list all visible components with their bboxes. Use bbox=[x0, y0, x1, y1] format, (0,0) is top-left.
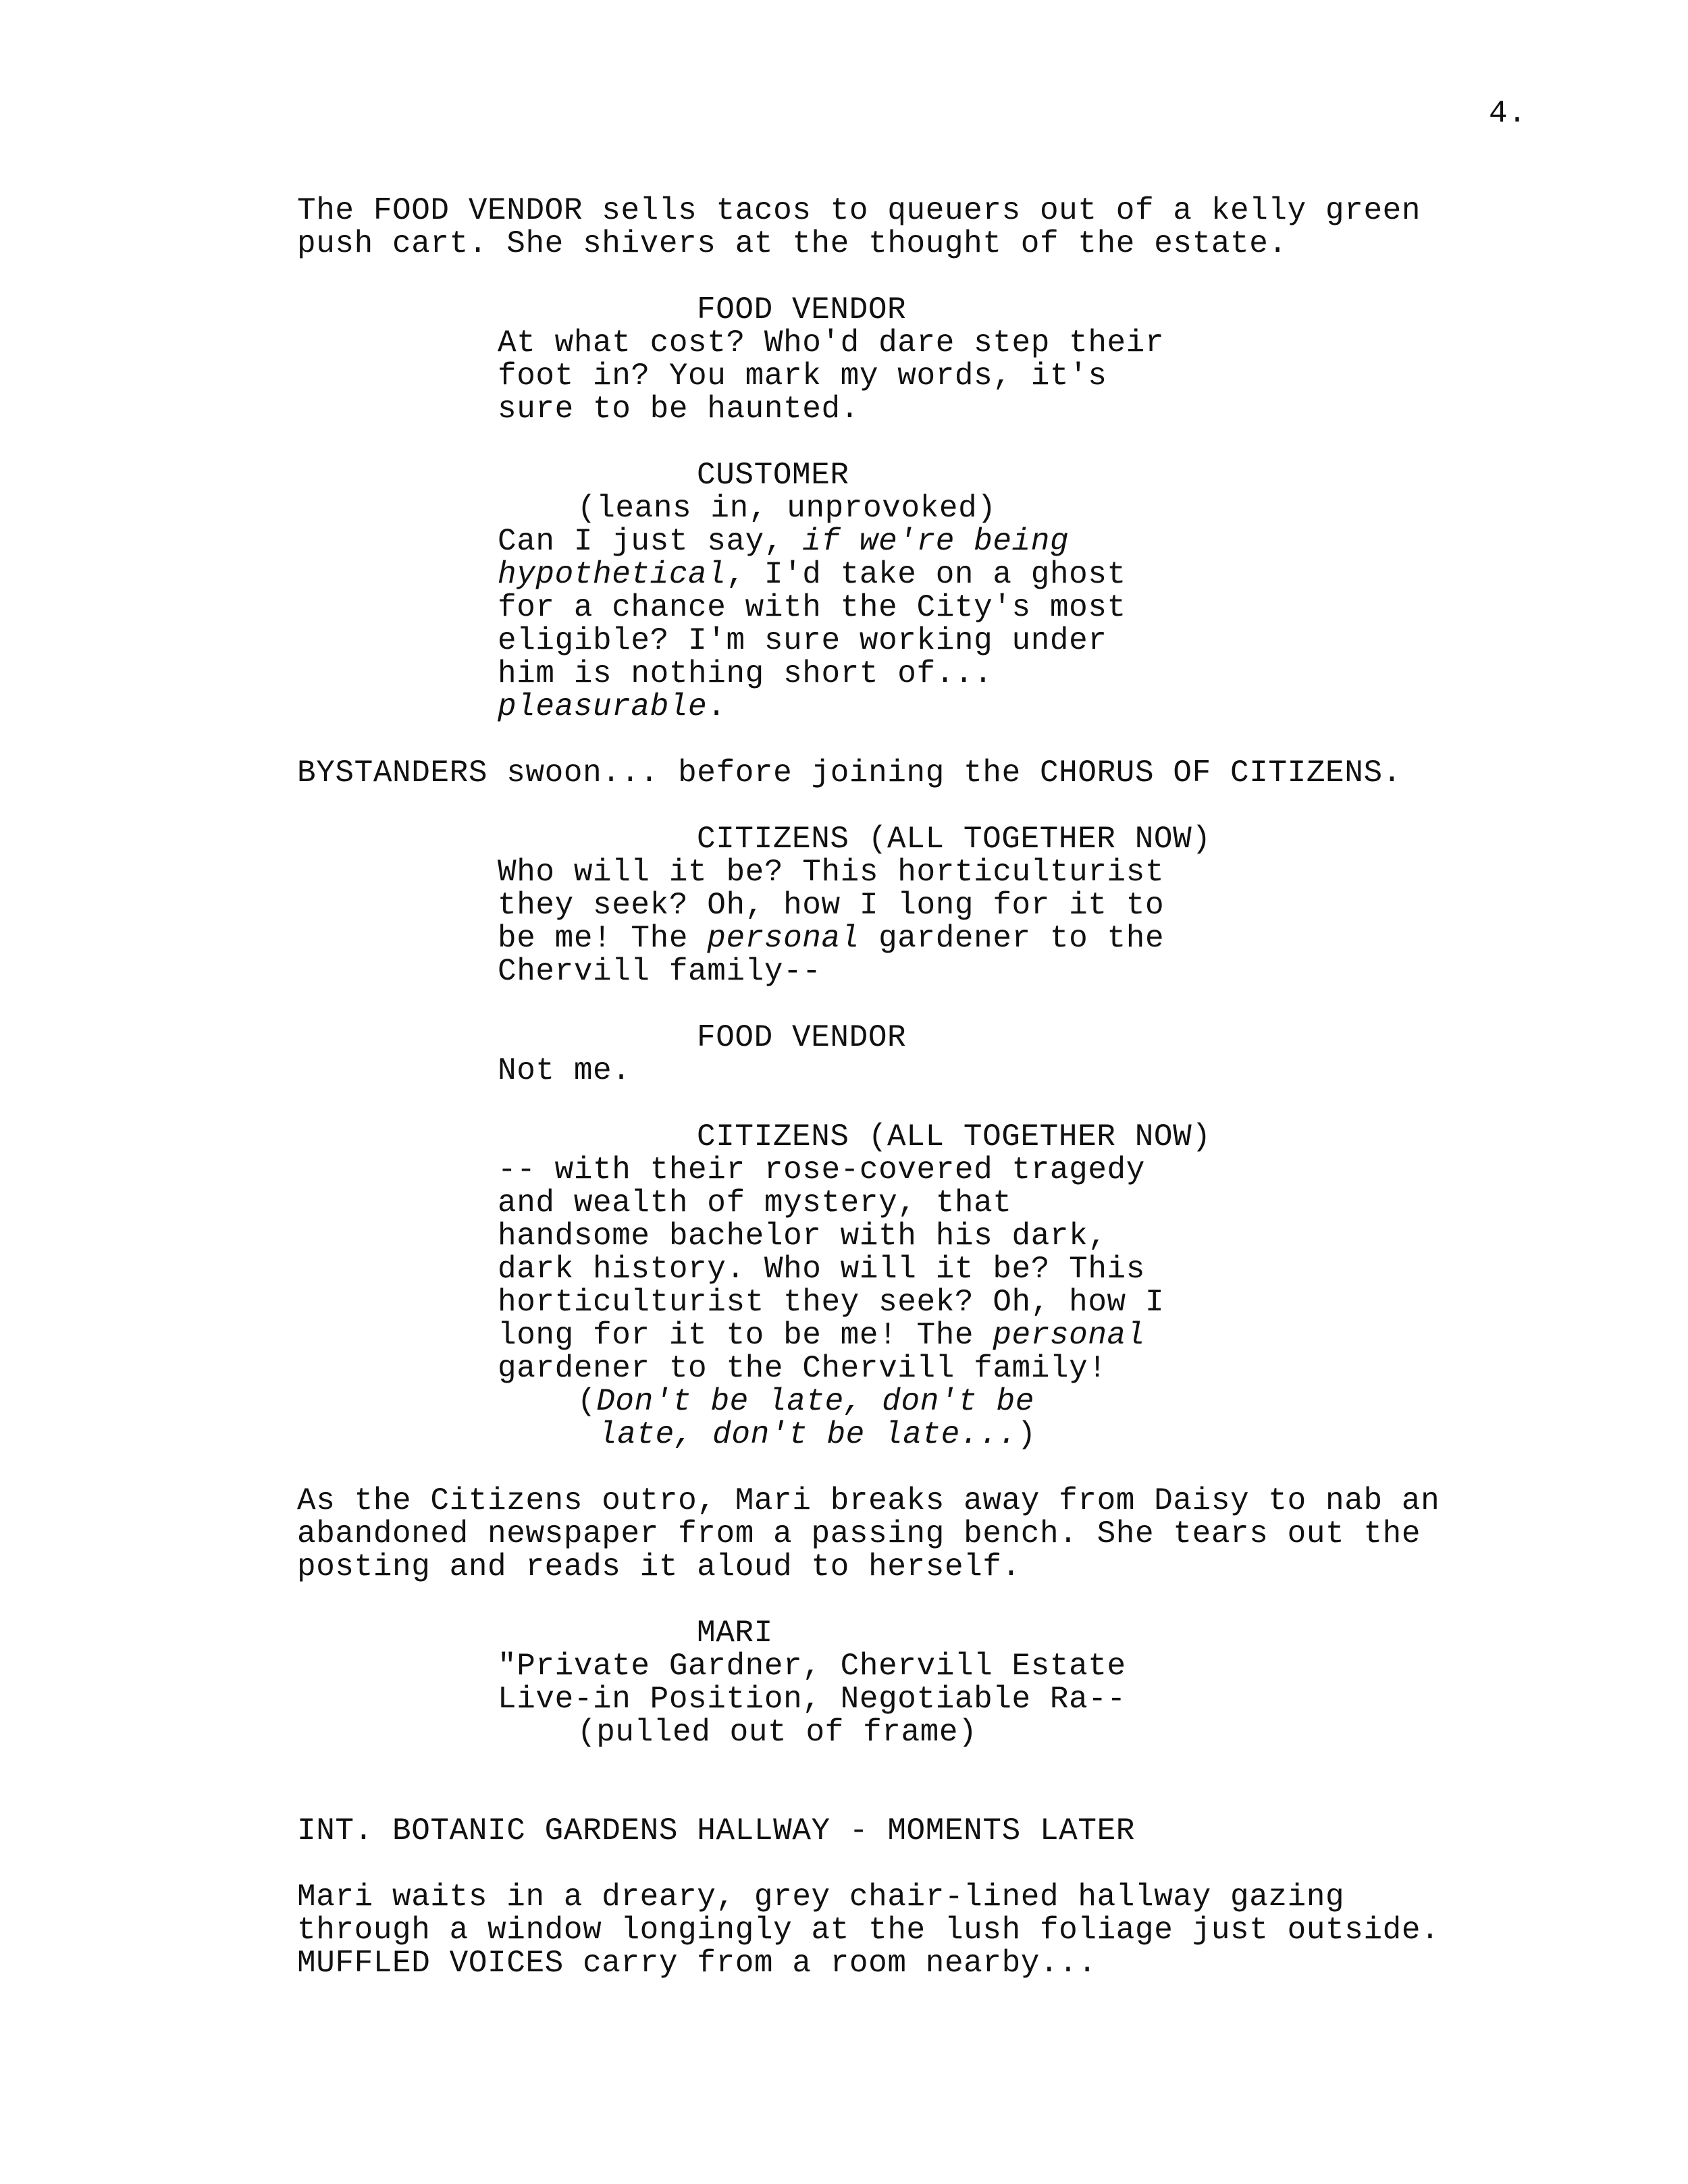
dialogue-text: gardener to the bbox=[859, 921, 1165, 956]
dialogue-emphasis: personal bbox=[707, 921, 860, 956]
dialogue-line bbox=[498, 558, 1126, 591]
character-name: MARI bbox=[697, 1616, 773, 1651]
dialogue-line: Who will it be? This horticulturist bbox=[498, 855, 1165, 890]
dialogue-line: eligible? I'm sure working under bbox=[498, 623, 1107, 658]
dialogue-text: be me! The bbox=[498, 921, 708, 956]
scene-heading: INT. BOTANIC GARDENS HALLWAY - MOMENTS LATER bbox=[297, 1813, 1135, 1848]
parenthetical-line: (pulled out of frame) bbox=[577, 1715, 978, 1750]
character-name: FOOD VENDOR bbox=[697, 1020, 907, 1055]
dialogue-emphasis: personal bbox=[993, 1318, 1145, 1353]
dialogue-line: "Private Gardner, Chervill Estate bbox=[498, 1649, 1126, 1684]
dialogue-line bbox=[498, 525, 1069, 558]
character-name: CITIZENS (ALL TOGETHER NOW) bbox=[697, 1119, 1211, 1154]
action-line: Mari waits in a dreary, grey chair-lined hallway gazing bbox=[297, 1880, 1345, 1915]
parenthetical-emphasis: late, don't be late... bbox=[598, 1417, 1018, 1452]
dialogue-line bbox=[498, 1319, 1145, 1352]
dialogue-line: for a chance with the City's most bbox=[498, 590, 1126, 625]
parenthetical-line bbox=[598, 1418, 1036, 1451]
dialogue-line: horticulturist they seek? Oh, how I bbox=[498, 1285, 1165, 1320]
dialogue-text: long for it to be me! The bbox=[498, 1318, 993, 1353]
dialogue-line: dark history. Who will it be? This bbox=[498, 1252, 1145, 1287]
action-line: abandoned newspaper from a passing bench. She tears out the bbox=[297, 1516, 1421, 1551]
action-line: posting and reads it aloud to herself. bbox=[297, 1549, 1021, 1584]
action-line: As the Citizens outro, Mari breaks away from Daisy to nab an bbox=[297, 1483, 1440, 1518]
parenthetical-text: ) bbox=[1017, 1417, 1036, 1452]
dialogue-line: handsome bachelor with his dark, bbox=[498, 1219, 1107, 1254]
dialogue-text: . bbox=[707, 689, 727, 724]
parenthetical-emphasis: Don't be late, don't be bbox=[596, 1384, 1034, 1419]
dialogue-line: and wealth of mystery, that bbox=[498, 1186, 1012, 1221]
parenthetical-text: ( bbox=[577, 1384, 597, 1419]
dialogue-text: Can I just say, bbox=[498, 524, 803, 559]
dialogue-line: At what cost? Who'd dare step their bbox=[498, 325, 1165, 361]
action-line: MUFFLED VOICES carry from a room nearby... bbox=[297, 1946, 1097, 1981]
dialogue-line: -- with their rose-covered tragedy bbox=[498, 1152, 1145, 1188]
action-line: The FOOD VENDOR sells tacos to queuers out of a kelly green bbox=[297, 193, 1421, 228]
action-line: through a window longingly at the lush foliage just outside. bbox=[297, 1913, 1440, 1948]
dialogue-emphasis: hypothetical bbox=[498, 557, 727, 592]
dialogue-emphasis: pleasurable bbox=[498, 689, 708, 724]
parenthetical-line bbox=[577, 1385, 1034, 1418]
dialogue-text: , I'd take on a ghost bbox=[726, 557, 1126, 592]
dialogue-line: Not me. bbox=[498, 1053, 631, 1088]
dialogue-line bbox=[498, 691, 726, 724]
dialogue-line bbox=[498, 922, 1164, 955]
character-name: FOOD VENDOR bbox=[697, 292, 907, 327]
page-number: 4. bbox=[1489, 96, 1527, 131]
dialogue-line: him is nothing short of... bbox=[498, 656, 993, 691]
character-name: CUSTOMER bbox=[697, 458, 849, 493]
dialogue-line: Chervill family-- bbox=[498, 954, 822, 989]
dialogue-line: sure to be haunted. bbox=[498, 392, 860, 427]
parenthetical-line: (leans in, unprovoked) bbox=[577, 491, 997, 526]
dialogue-line: gardener to the Chervill family! bbox=[498, 1351, 1107, 1386]
dialogue-emphasis: if we're being bbox=[802, 524, 1070, 559]
action-line: BYSTANDERS swoon... before joining the CHORUS OF CITIZENS. bbox=[297, 755, 1402, 791]
character-name: CITIZENS (ALL TOGETHER NOW) bbox=[697, 822, 1211, 857]
dialogue-line: Live-in Position, Negotiable Ra-- bbox=[498, 1682, 1126, 1717]
dialogue-line: they seek? Oh, how I long for it to bbox=[498, 888, 1165, 923]
dialogue-line: foot in? You mark my words, it's bbox=[498, 358, 1107, 394]
action-line: push cart. She shivers at the thought of the estate. bbox=[297, 226, 1288, 261]
